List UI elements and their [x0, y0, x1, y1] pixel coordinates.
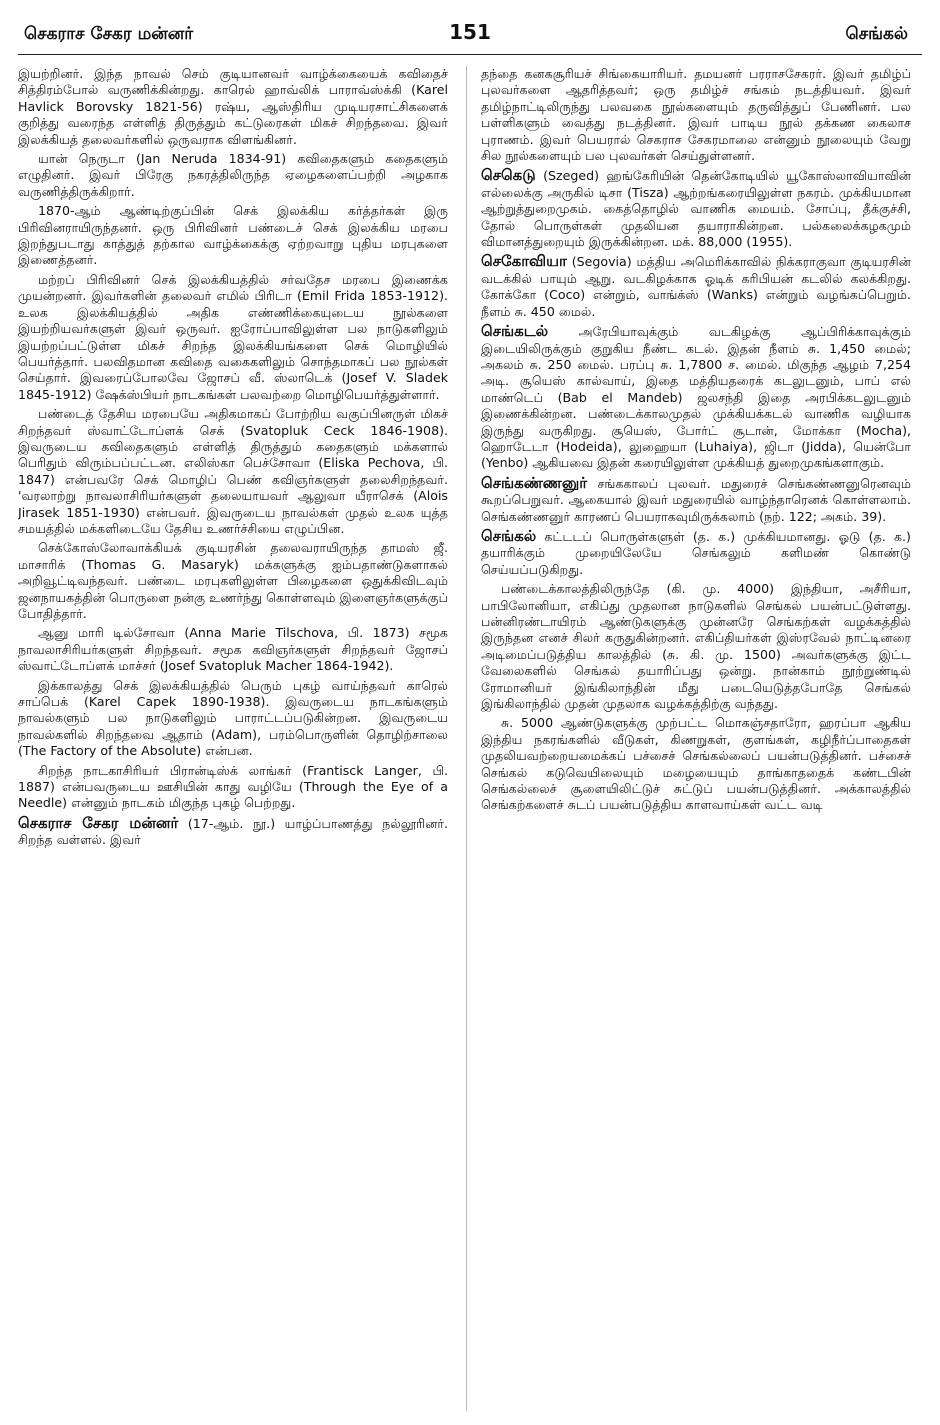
paragraph: தந்தை கனகசூரியச் சிங்கையாரியர். தமயனர் பரராசசேகரர். இவர் தமிழ்ப் புலவர்களை ஆதரித்தவர்; ஒரு தமிழ்ச் சங்கம் நடத்தியவர். இவர் தமிழ்நாட்டிலிருந்து பலவகை நூல்களையும் தருவித்துப் பேணினர். பல பள்ளிகளும் வைத்து நடத்தினர். இவர் பாடிய நூல் தக்கண கைலாச புராணம். இவர் பெயரால் செகராச சேகரமாலை என்னும் நூலையும் வேறு சில நூல்களையும் பல புலவர்கள் செய்துள்ளனர்.	[481, 66, 911, 164]
entry: செகெடு (Szeged) ஹங்கேரியின் தென்கோடியில் யூகோஸ்லாவியாவின் எல்லைக்கு அருகில் டிசா (Tisza) ஆற்றங்கரையிலுள்ள நகரம். முக்கியமான ஆற்றுத்துறைமுகம். கைத்தொழில் வாணிக மையம். சோப்பு, தீக்குச்சி, தோல் பொருள்கள் முதலியன தயாராகின்றன. பல்கலைக்கழகமும் விமானத்துறையும் இருக்கின்றன. மக். 88,000 (1955).	[481, 166, 911, 250]
page-header	[18, 10, 922, 55]
paragraph: மற்றப் பிரிவினர் செக் இலக்கியத்தில் சர்வதேச மரபை இணைக்க முயன்றனர். இவர்களின் தலைவர் எமில் பிரிடா (Emil Frida 1853-1912). உலக இலக்கியத்தில் அதிக எண்ணிக்கையுடைய நூல்களை இயற்றியவர்களுள் இவர் ஒருவர். ஐரோப்பாவிலுள்ள பல நாடுகளிலும் இயற்றப்பட்டுள்ள மிகச் சிறந்த இலக்கியங்களை செக் மொழியில் பெயர்த்தார். பலவிதமான கவிதை வகைகளிலும் சொந்தமாகப் பல நூல்கள் செய்தார். இவரைப்போலவே ஜோசப் வீ. ஸ்லாடெக் (Josef V. Sladek 1845-1912) ஷேக்ஸ்பியர் நாடகங்கள் பலவற்றை மொழிபெயர்த்துள்ளார்.	[18, 271, 448, 402]
entry: செகோவியா (Segovia) மத்திய அமெரிக்காவில் நிக்கராகுவா குடியரசின் வடக்கில் பாயும் ஆறு. வடகிழக்காக ஓடிக் கரிபியன் கடலில் கலக்கிறது. கோக்கோ (Coco) என்றும், வாங்க்ஸ் (Wanks) என்றும் வழங்கப்பெறும். நீளம் சு. 450 மைல்.	[481, 252, 911, 319]
header-left-keyword: செகராச சேகர மன்னர்	[24, 24, 194, 44]
paragraph: ஆனு மாரி டில்சோவா (Anna Marie Tilschova, பி. 1873) சமூக நாவலாசிரியர்களுள் சிறந்தவர். சமூக கவிஞர்களுள் சிறந்தவர் ஜோசப் ஸ்வாட்டோப்ளக் மாச்சர் (Josef Svatopluk Macher 1864-1942).	[18, 625, 448, 674]
dictionary-page	[18, 10, 922, 1415]
entry-headword: செகோவியா	[481, 252, 567, 271]
entry-headword: செகெடு	[481, 166, 536, 185]
page-number: 151	[449, 20, 491, 44]
entry: செங்கடல் அரேபியாவுக்கும் வடகிழக்கு ஆப்பிரிக்காவுக்கும் இடையிலிருக்கும் குறுகிய நீண்ட கடல். இதன் நீளம் சு. 1,450 மைல்; அகலம் சு. 250 மைல். பரப்பு சு. 1,7800 ச. மைல். மிகுந்த ஆழம் 7,254 அடி. சூயெஸ் கால்வாய், இதை மத்தியதரைக் கடலுடனும், பாப் எல் மாண்டெப் (Bab el Mandeb) ஜலசந்தி இதை அரபிக்கடலுடனும் இணைக்கின்றன. பண்டைக்காலமுதல் முக்கியக்கடல் வாணிக வழியாக இருந்து வருகிறது. சூயெஸ், போர்ட் சூடான், மோக்கா (Mocha), ஹொடேடா (Hodeida), லுஹையா (Luhaiya), ஜிடா (Jidda), யென்போ (Yenbo) ஆகியவை இதன் கரையிலுள்ள முக்கியத் துறைமுகங்களாகும்.	[481, 322, 911, 471]
paragraph: சு. 5000 ஆண்டுகளுக்கு முற்பட்ட மொகஞ்சதாரோ, ஹரப்பா ஆகிய இந்திய நகரங்களில் வீடுகள், கிணறுகள், குளங்கள், கழிநீர்ப்பாதைகள் முதலியவற்றையமைக்கப் பச்சைச் செங்கல்லைப் பயன்படுத்தினர். பச்சைச் செங்கல் கடுவெயிலையும் மழையையும் தாங்காததைக் கண்டபின் செங்கல்லைச் சூளையிலிட்டுச் சுட்டுப் பயன்படுத்தினர். அக்காலத்தில் செங்கற்களைச் சுடப் பயன்படுத்திய காளவாய்கள் வட்ட வடி	[481, 715, 911, 813]
entry: செங்கண்ணனுர் சங்ககாலப் புலவர். மதுரைச் செங்கண்ணனுரெனவும் கூறப்பெறுவர். ஆகையால் இவர் மதுரையில் வாழ்ந்தாரெனக் கொள்ளலாம். செங்கண்ணனுர் காரணப் பெயராகவுமிருக்கலாம் (நற். 122; அகம். 39).	[481, 473, 911, 524]
entry-headword: செங்கடல்	[481, 322, 549, 341]
entry-headword: செகராச சேகர மன்னர்	[18, 813, 179, 832]
paragraph: பண்டைக்காலத்திலிருந்தே (கி. மு. 4000) இந்தியா, அசீரியா, பாபிலோனியா, எகிப்து முதலான நாடுகளில் செங்கல் பயன்பட்டுள்ளது. பன்னிரண்டாயிரம் ஆண்டுகளுக்கு முன்னரே செங்கற்கள் வழக்கத்தில் இருந்தன எனச் சிலர் கருதுகின்றனர். எகிப்தியர்கள் இஸ்ரவேல் நாட்டினரை அடிமைப்படுத்திய காலத்தில் (சு. கி. மு. 1500) அவர்களுக்கு இட்ட வேலைகளில் செங்கல் தயாரிப்பது ஒன்று. நான்காம் நூற்றுண்டில் ரோமானியர் இங்கிலாந்தின் மீது படையெடுத்தபோதே செங்கல் இங்கிலாந்தில் முதன் முதலாக வழக்கத்திற்கு வந்தது.	[481, 581, 911, 712]
entry-headword: செங்கல்	[481, 526, 537, 545]
paragraph: 1870-ஆம் ஆண்டிற்குப்பின் செக் இலக்கிய கர்த்தர்கள் இரு பிரிவினராயிருந்தனர். ஒரு பிரிவினர் பண்டைச் செக் இலக்கிய மரபை இறந்துபடாது காத்துத் தற்கால வாழ்க்கைக்கு ஏற்றவாறு புதிய மரபுகளை இணைத்தனர்.	[18, 203, 448, 268]
entry-headword: செங்கண்ணனுர்	[481, 473, 588, 492]
paragraph: இயற்றினர். இந்த நாவல் செம் குடியானவர் வாழ்க்கையைக் கவிதைச் சித்திரம்போல் வருணிக்கின்றது. காரெல் ஹாவ்லிக் பாராவ்ஸ்க்கி (Karel Havlick Borovsky 1821-56) ரஷ்ய, ஆஸ்திரிய முடியரசாட்சிகளைக் குறித்து வரைந்த எள்ளித் திருத்தும் கட்டுரைகள் மிகச் சிறந்தவை. இவர் இலக்கியத் தலைவர்களில் ஒருவராக விளங்கினர்.	[18, 66, 448, 147]
column-divider	[466, 66, 467, 1411]
paragraph: இக்காலத்து செக் இலக்கியத்தில் பெரும் புகழ் வாய்ந்தவர் காரெல் சாப்பெக் (Karel Capek 1890-1938). இவருடைய நாடகங்களும் நாவல்களும் பல நாடுகளிலும் பாராட்டப்படுகின்றன. இவருடைய நாவல்களில் சிறந்தவை ஆதாம் (Adam), பரம்பொருளின் தொழிற்சாலை (The Factory of the Absolute) என்பன.	[18, 677, 448, 759]
entry: செகராச சேகர மன்னர் (17-ஆம். நூ.) யாழ்ப்பாணத்து நல்லூரினர். சிறந்த வள்ளல். இவர்	[18, 813, 448, 848]
header-right-keyword: செங்கல்	[845, 24, 908, 44]
paragraph: யான் நெருடா (Jan Neruda 1834-91) கவிதைகளும் கதைகளும் எழுதினர். இவர் பிரேகு நகரத்திலிருந்த ஏழைகளைப்பற்றி அழகாக வருணித்திருக்கிறார்.	[18, 151, 448, 199]
entry: செங்கல் கட்டடப் பொருள்களுள் (த. க.) முக்கியமானது. ஓடு (த. க.) தயாரிக்கும் முறையிலேயே செங்கலும் களிமண் கொண்டு செய்யப்படுகிறது.	[481, 526, 911, 577]
paragraph: சிறந்த நாடகாசிரியர் பிரான்டிஸ்க் லாங்கர் (Frantisck Langer, பி. 1887) என்பவருடைய ஊசியின் காது வழியே (Through the Eye of a Needle) என்னும் நாடகம் மிகுந்த புகழ் பெற்றது.	[18, 762, 448, 811]
left-column	[18, 66, 448, 1411]
right-column	[481, 66, 911, 1411]
text-columns	[18, 66, 922, 1411]
paragraph: பண்டைத் தேசிய மரபையே அதிகமாகப் போற்றிய வகுப்பினருள் மிகச் சிறந்தவர் ஸ்வாட்டோப்ளக் செக் (Svatopluk Ceck 1846-1908). இவருடைய கவிதைகளும் எள்ளித் திருத்தும் கதைகளும் மக்களால் பெரிதும் விரும்பப்பட்டன. எலிஸ்கா பெச்சோவா (Eliska Pechova, பி. 1847) என்பவரே செக் மொழிப் பெண் கவிஞர்களுள் தலைசிறந்தவர். 'வரலாற்று நாவலாசிரியர்களுள் தலையாயவர் ஆலுவா யீராசெக் (Alois Jirasek 1851-1930) என்பவர். இவருடைய நாவல்கள் முதல் உலக யுத்த சமயத்தில் மக்களிடையே தேசிய உணர்ச்சியை எழுப்பின.	[18, 406, 448, 536]
paragraph: செக்கோஸ்லோவாக்கியக் குடியரசின் தலைவராயிருந்த தாமஸ் ஜீ. மாசாரிக் (Thomas G. Masaryk) மக்களுக்கு ஐம்பதாண்டுகளாகல் அறிவூட்டிவந்தவர். பண்டை மரபுகளிலுள்ள பிழைகளை ஒதுக்கிவிடவும் ஜனநாயகத்தின் பொருளை நன்கு உணர்ந்து கொள்ளவும் இளைஞர்களுக்குப் போதித்தார்.	[18, 540, 448, 621]
